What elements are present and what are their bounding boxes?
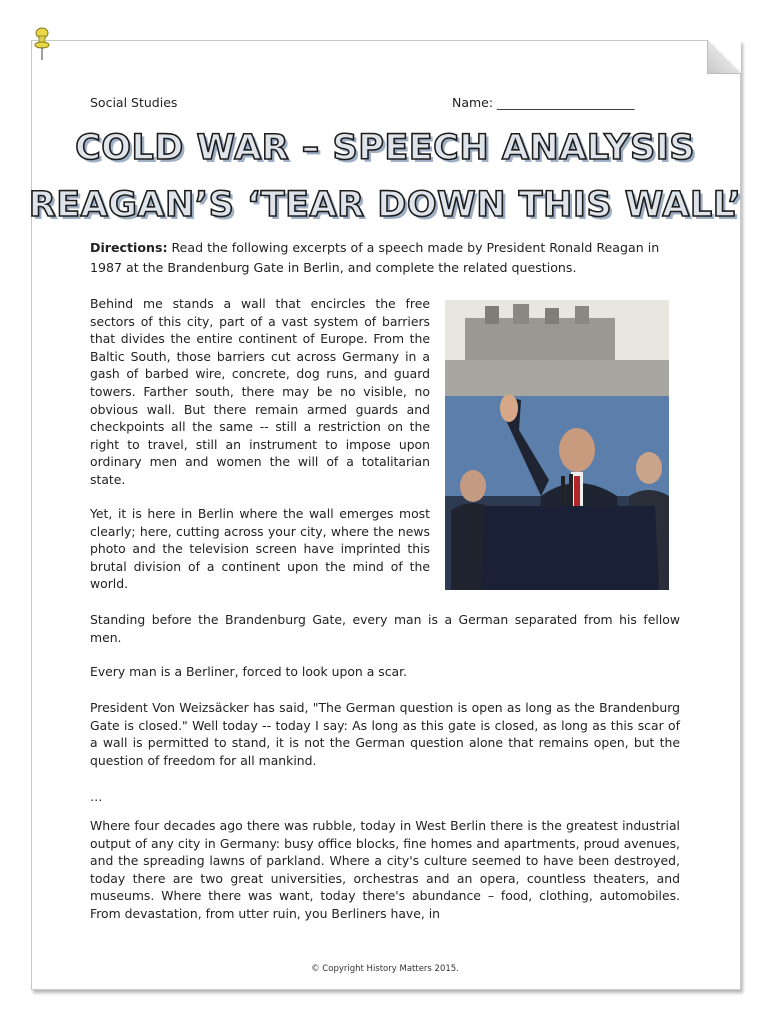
speech-paragraph-2: Yet, it is here in Berlin where the wall emerges most clearly; here, cutting across your city, where the news photo and the television screen have imprinted this brutal division of a continent upon the mind of the world. [90,506,430,592]
photo-illustration [445,300,669,590]
speech-paragraph-7: Where four decades ago there was rubble, today in West Berlin there is the greatest industrial output of any city in Germany: busy office blocks, fine homes and apartments, proud avenues, and the spreading lawns of parkland. Where a city's culture seemed to have been destroyed, today there are two great universities, orchestras and an opera, countless theaters, and museums. Where there was want, today there's abundance – food, clothing, automobiles. From devastation, from utter ruin, you Berliners have, in [90,818,680,921]
copyright-footer: © Copyright History Matters 2015. [311,964,459,974]
speech-paragraph-1: Behind me stands a wall that encircles the free sectors of this city, part of a vast system of barriers that divides the entire continent of Europe. From the Baltic South, those barriers cut across Germany in a gash of barbed wire, concrete, dog runs, and guard towers. Farther south, there may be no visible, no obvious wall. But there remain armed guards and checkpoints all the same -- still a restriction on the right to travel, still an instrument to impose upon ordinary men and women the will of a totalitarian state. [90,296,430,487]
name-field-label: Name: ______________________ [452,95,635,110]
page-fold-corner [707,40,741,74]
directions-label: Directions: [90,240,168,255]
directions-text [90,238,682,278]
page-title-line1: COLD WAR – SPEECH ANALYSIS [75,128,695,168]
page-title-line2: REAGAN’S ‘TEAR DOWN THIS WALL’ [28,185,742,225]
subject-label: Social Studies [90,95,178,110]
pushpin-icon [30,26,54,62]
speech-paragraph-3: Standing before the Brandenburg Gate, every man is a German separated from his fellow men. [90,612,680,645]
speech-ellipsis: … [90,789,103,804]
directions-body: Read the following excerpts of a speech made by President Ronald Reagan in 1987 at the Brandenburg Gate in Berlin, and complete the related questions. [90,240,660,275]
speech-paragraph-5: President Von Weizsäcker has said, "The German question is open as long as the Brandenburg Gate is closed." Well today -- today I say: As long as this gate is closed, as long as this scar of a wall is permitted to stand, it is not the German question alone that remains open, but the question of freedom for all mankind. [90,700,680,768]
speech-paragraph-4: Every man is a Berliner, forced to look upon a scar. [90,664,408,679]
reagan-speech-photo [445,300,669,590]
